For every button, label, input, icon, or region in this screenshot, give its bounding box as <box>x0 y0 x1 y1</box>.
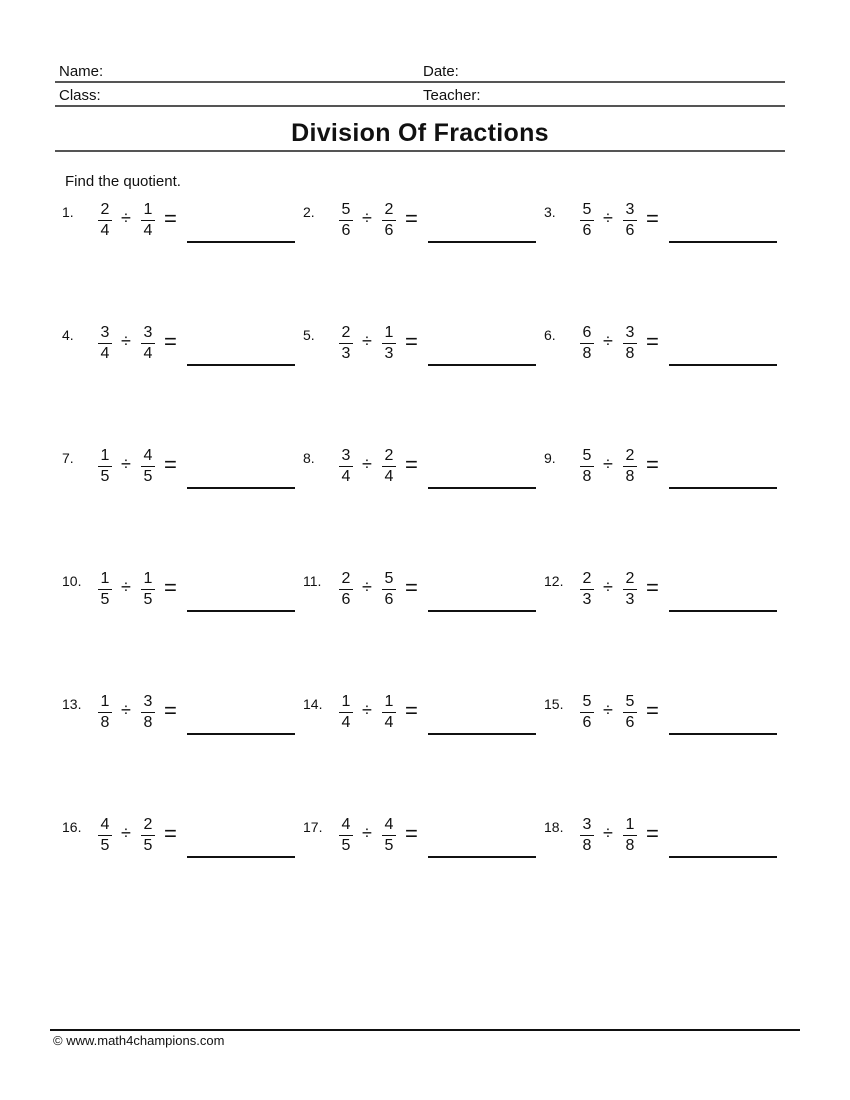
equals-sign: = <box>646 821 659 846</box>
divisor-fraction <box>382 816 396 855</box>
answer-blank[interactable] <box>428 241 536 243</box>
numerator: 1 <box>141 201 155 221</box>
instructions: Find the quotient. <box>65 173 181 190</box>
problem-6 <box>544 324 784 379</box>
divide-sign: ÷ <box>121 823 131 843</box>
equals-sign: = <box>646 452 659 477</box>
problem-1 <box>62 201 302 256</box>
problem-17 <box>303 816 543 871</box>
equals-sign: = <box>646 698 659 723</box>
dividend-fraction <box>98 816 112 855</box>
dividend-fraction <box>98 693 112 732</box>
denominator: 5 <box>100 837 110 854</box>
answer-blank[interactable] <box>669 241 777 243</box>
denominator: 5 <box>100 468 110 485</box>
denominator: 6 <box>625 222 635 239</box>
numerator: 2 <box>382 201 396 221</box>
denominator: 4 <box>100 222 110 239</box>
divide-sign: ÷ <box>121 454 131 474</box>
problem-number: 3. <box>544 204 556 220</box>
equals-sign: = <box>405 452 418 477</box>
denominator: 8 <box>582 468 592 485</box>
denominator: 8 <box>625 468 635 485</box>
divide-sign: ÷ <box>603 331 613 351</box>
numerator: 3 <box>580 816 594 836</box>
problem-number: 7. <box>62 450 74 466</box>
numerator: 2 <box>141 816 155 836</box>
divisor-fraction <box>382 693 396 732</box>
denominator: 3 <box>582 591 592 608</box>
problem-number: 5. <box>303 327 315 343</box>
denominator: 6 <box>582 714 592 731</box>
denominator: 5 <box>100 591 110 608</box>
dividend-fraction <box>339 816 353 855</box>
answer-blank[interactable] <box>187 856 295 858</box>
denominator: 6 <box>384 222 394 239</box>
problem-2 <box>303 201 543 256</box>
problem-number: 17. <box>303 819 323 835</box>
problem-number: 6. <box>544 327 556 343</box>
denominator: 6 <box>384 591 394 608</box>
equals-sign: = <box>164 452 177 477</box>
numerator: 5 <box>623 693 637 713</box>
problem-number: 14. <box>303 696 323 712</box>
denominator: 8 <box>582 345 592 362</box>
numerator: 3 <box>623 201 637 221</box>
denominator: 6 <box>582 222 592 239</box>
divide-sign: ÷ <box>603 208 613 228</box>
equals-sign: = <box>646 206 659 231</box>
problem-11 <box>303 570 543 625</box>
dividend-fraction <box>580 570 594 609</box>
denominator: 8 <box>625 837 635 854</box>
denominator: 4 <box>143 222 153 239</box>
footer-divider <box>50 1029 800 1031</box>
denominator: 3 <box>341 345 351 362</box>
dividend-fraction <box>339 324 353 363</box>
problem-number: 18. <box>544 819 564 835</box>
numerator: 3 <box>141 693 155 713</box>
answer-blank[interactable] <box>187 364 295 366</box>
denominator: 5 <box>341 837 351 854</box>
numerator: 2 <box>623 447 637 467</box>
problem-number: 9. <box>544 450 556 466</box>
denominator: 8 <box>143 714 153 731</box>
numerator: 1 <box>98 447 112 467</box>
problem-number: 13. <box>62 696 82 712</box>
page-title: Division Of Fractions <box>55 116 785 152</box>
numerator: 3 <box>141 324 155 344</box>
equals-sign: = <box>164 329 177 354</box>
numerator: 2 <box>623 570 637 590</box>
denominator: 4 <box>341 468 351 485</box>
answer-blank[interactable] <box>187 733 295 735</box>
problem-18 <box>544 816 784 871</box>
denominator: 3 <box>384 345 394 362</box>
problem-7 <box>62 447 302 502</box>
divisor-fraction <box>141 324 155 363</box>
equals-sign: = <box>164 698 177 723</box>
problem-number: 4. <box>62 327 74 343</box>
equals-sign: = <box>164 206 177 231</box>
equals-sign: = <box>646 575 659 600</box>
divisor-fraction <box>141 693 155 732</box>
problem-5 <box>303 324 543 379</box>
answer-blank[interactable] <box>187 610 295 612</box>
answer-blank[interactable] <box>428 856 536 858</box>
answer-blank[interactable] <box>669 733 777 735</box>
divisor-fraction <box>141 447 155 486</box>
header-row-name-date <box>55 57 785 83</box>
problem-number: 10. <box>62 573 82 589</box>
divide-sign: ÷ <box>121 700 131 720</box>
problem-number: 12. <box>544 573 564 589</box>
numerator: 1 <box>98 693 112 713</box>
answer-blank[interactable] <box>669 610 777 612</box>
dividend-fraction <box>339 693 353 732</box>
dividend-fraction <box>98 201 112 240</box>
dividend-fraction <box>339 201 353 240</box>
divisor-fraction <box>382 324 396 363</box>
equals-sign: = <box>164 575 177 600</box>
equals-sign: = <box>405 206 418 231</box>
dividend-fraction <box>580 816 594 855</box>
numerator: 3 <box>339 447 353 467</box>
divide-sign: ÷ <box>362 700 372 720</box>
divide-sign: ÷ <box>603 823 613 843</box>
problem-3 <box>544 201 784 256</box>
denominator: 5 <box>143 837 153 854</box>
problem-9 <box>544 447 784 502</box>
answer-blank[interactable] <box>187 241 295 243</box>
denominator: 4 <box>143 345 153 362</box>
date-label: Date: <box>423 63 459 80</box>
problem-number: 1. <box>62 204 74 220</box>
numerator: 3 <box>623 324 637 344</box>
dividend-fraction <box>339 570 353 609</box>
numerator: 1 <box>382 693 396 713</box>
dividend-fraction <box>98 324 112 363</box>
denominator: 5 <box>143 468 153 485</box>
numerator: 2 <box>339 324 353 344</box>
numerator: 4 <box>98 816 112 836</box>
divide-sign: ÷ <box>121 577 131 597</box>
denominator: 6 <box>625 714 635 731</box>
denominator: 4 <box>384 468 394 485</box>
answer-blank[interactable] <box>428 733 536 735</box>
equals-sign: = <box>646 329 659 354</box>
numerator: 4 <box>382 816 396 836</box>
equals-sign: = <box>405 575 418 600</box>
denominator: 5 <box>384 837 394 854</box>
denominator: 8 <box>100 714 110 731</box>
denominator: 5 <box>143 591 153 608</box>
divisor-fraction <box>623 324 637 363</box>
class-label: Class: <box>59 87 101 104</box>
divisor-fraction <box>623 816 637 855</box>
denominator: 4 <box>341 714 351 731</box>
divisor-fraction <box>623 201 637 240</box>
name-label: Name: <box>59 63 104 80</box>
dividend-fraction <box>98 447 112 486</box>
divisor-fraction <box>623 447 637 486</box>
divisor-fraction <box>623 570 637 609</box>
dividend-fraction <box>580 693 594 732</box>
divisor-fraction <box>382 570 396 609</box>
problem-10 <box>62 570 302 625</box>
divisor-fraction <box>141 570 155 609</box>
numerator: 5 <box>339 201 353 221</box>
problem-number: 2. <box>303 204 315 220</box>
divide-sign: ÷ <box>362 454 372 474</box>
divide-sign: ÷ <box>362 331 372 351</box>
numerator: 1 <box>141 570 155 590</box>
divisor-fraction <box>382 447 396 486</box>
equals-sign: = <box>405 329 418 354</box>
dividend-fraction <box>580 324 594 363</box>
answer-blank[interactable] <box>187 487 295 489</box>
dividend-fraction <box>98 570 112 609</box>
numerator: 2 <box>339 570 353 590</box>
divisor-fraction <box>141 201 155 240</box>
problem-number: 8. <box>303 450 315 466</box>
divisor-fraction <box>141 816 155 855</box>
problem-15 <box>544 693 784 748</box>
numerator: 5 <box>580 447 594 467</box>
numerator: 1 <box>339 693 353 713</box>
answer-blank[interactable] <box>428 364 536 366</box>
footer-copyright: © www.math4champions.com <box>53 1033 225 1048</box>
numerator: 4 <box>141 447 155 467</box>
denominator: 6 <box>341 591 351 608</box>
answer-blank[interactable] <box>428 487 536 489</box>
numerator: 5 <box>580 693 594 713</box>
denominator: 4 <box>384 714 394 731</box>
numerator: 5 <box>382 570 396 590</box>
numerator: 4 <box>339 816 353 836</box>
divide-sign: ÷ <box>362 208 372 228</box>
divide-sign: ÷ <box>603 454 613 474</box>
dividend-fraction <box>580 201 594 240</box>
denominator: 8 <box>582 837 592 854</box>
problem-14 <box>303 693 543 748</box>
dividend-fraction <box>580 447 594 486</box>
numerator: 2 <box>98 201 112 221</box>
divisor-fraction <box>623 693 637 732</box>
problem-16 <box>62 816 302 871</box>
denominator: 8 <box>625 345 635 362</box>
divide-sign: ÷ <box>603 577 613 597</box>
numerator: 3 <box>98 324 112 344</box>
answer-blank[interactable] <box>669 856 777 858</box>
problem-13 <box>62 693 302 748</box>
answer-blank[interactable] <box>669 364 777 366</box>
divide-sign: ÷ <box>121 331 131 351</box>
numerator: 6 <box>580 324 594 344</box>
numerator: 1 <box>623 816 637 836</box>
numerator: 1 <box>382 324 396 344</box>
problem-number: 15. <box>544 696 564 712</box>
problem-8 <box>303 447 543 502</box>
equals-sign: = <box>405 821 418 846</box>
numerator: 2 <box>580 570 594 590</box>
teacher-label: Teacher: <box>423 87 481 104</box>
divide-sign: ÷ <box>362 823 372 843</box>
answer-blank[interactable] <box>669 487 777 489</box>
divisor-fraction <box>382 201 396 240</box>
divide-sign: ÷ <box>603 700 613 720</box>
problem-number: 11. <box>303 573 322 589</box>
numerator: 1 <box>98 570 112 590</box>
problem-12 <box>544 570 784 625</box>
denominator: 6 <box>341 222 351 239</box>
denominator: 4 <box>100 345 110 362</box>
denominator: 3 <box>625 591 635 608</box>
dividend-fraction <box>339 447 353 486</box>
equals-sign: = <box>405 698 418 723</box>
numerator: 2 <box>382 447 396 467</box>
divide-sign: ÷ <box>121 208 131 228</box>
divide-sign: ÷ <box>362 577 372 597</box>
problem-4 <box>62 324 302 379</box>
problem-number: 16. <box>62 819 82 835</box>
header-row-class-teacher <box>55 81 785 107</box>
numerator: 5 <box>580 201 594 221</box>
answer-blank[interactable] <box>428 610 536 612</box>
equals-sign: = <box>164 821 177 846</box>
